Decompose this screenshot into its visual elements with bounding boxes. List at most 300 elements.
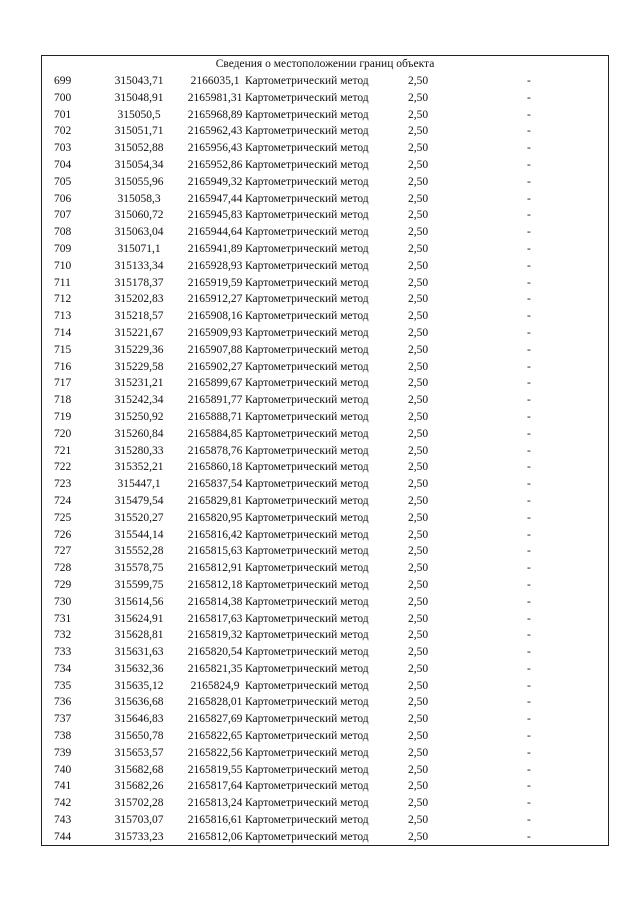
coordinate-x: 315650,78 [114, 730, 164, 743]
determination-method: Картометрический метод [245, 494, 369, 507]
point-description: - [527, 427, 531, 440]
coordinate-y: 2165945,83 [187, 209, 243, 222]
coordinate-x: 315682,68 [114, 763, 164, 776]
accuracy-value: 2,50 [408, 158, 429, 171]
point-number: 726 [54, 528, 72, 541]
table-row [42, 73, 608, 90]
accuracy-value: 2,50 [408, 377, 429, 390]
determination-method: Картометрический метод [245, 91, 369, 104]
coordinate-x: 315733,23 [114, 830, 164, 843]
coordinate-y: 2165822,56 [187, 746, 243, 759]
point-number: 744 [54, 830, 72, 843]
point-number: 728 [54, 562, 72, 575]
accuracy-value: 2,50 [408, 259, 429, 272]
coordinate-x: 315614,56 [114, 595, 164, 608]
determination-method: Картометрический метод [245, 662, 369, 675]
coordinate-x: 315060,72 [114, 209, 164, 222]
boundary-table [41, 55, 609, 846]
point-number: 701 [54, 108, 72, 121]
point-description: - [527, 326, 531, 339]
coordinate-y: 2165902,27 [187, 360, 243, 373]
point-description: - [527, 629, 531, 642]
point-description: - [527, 226, 531, 239]
coordinate-x: 315054,34 [114, 158, 164, 171]
table-title: Сведения о местоположении границ объекта [215, 58, 435, 70]
table-row [42, 325, 608, 342]
coordinate-x: 315682,26 [114, 780, 164, 793]
determination-method: Картометрический метод [245, 326, 369, 339]
determination-method: Картометрический метод [245, 746, 369, 759]
point-description: - [527, 612, 531, 625]
determination-method: Картометрический метод [245, 142, 369, 155]
point-number: 706 [54, 192, 72, 205]
table-row [42, 224, 608, 241]
point-description: - [527, 780, 531, 793]
coordinate-y: 2165816,61 [187, 814, 243, 827]
point-number: 733 [54, 646, 72, 659]
determination-method: Картометрический метод [245, 780, 369, 793]
accuracy-value: 2,50 [408, 175, 429, 188]
coordinate-y: 2165817,64 [187, 780, 243, 793]
coordinate-y: 2165956,43 [187, 142, 243, 155]
point-description: - [527, 175, 531, 188]
point-number: 741 [54, 780, 72, 793]
coordinate-y: 2165952,86 [187, 158, 243, 171]
table-row [42, 661, 608, 678]
point-number: 700 [54, 91, 72, 104]
table-row [42, 493, 608, 510]
coordinate-y: 2165821,35 [187, 662, 243, 675]
point-description: - [527, 494, 531, 507]
point-number: 707 [54, 209, 72, 222]
point-description: - [527, 108, 531, 121]
coordinate-x: 315178,37 [114, 276, 164, 289]
point-description: - [527, 595, 531, 608]
determination-method: Картометрический метод [245, 528, 369, 541]
accuracy-value: 2,50 [408, 394, 429, 407]
point-description: - [527, 192, 531, 205]
coordinate-x: 315043,71 [114, 75, 164, 87]
accuracy-value: 2,50 [408, 696, 429, 709]
determination-method: Картометрический метод [245, 410, 369, 423]
coordinate-x: 315229,36 [114, 343, 164, 356]
determination-method: Картометрический метод [245, 578, 369, 591]
point-description: - [527, 444, 531, 457]
table-row [42, 258, 608, 275]
accuracy-value: 2,50 [408, 360, 429, 373]
point-description: - [527, 91, 531, 104]
coordinate-x: 315632,36 [114, 662, 164, 675]
table-row [42, 174, 608, 191]
determination-method: Картометрический метод [245, 679, 369, 692]
coordinate-x: 315229,58 [114, 360, 164, 373]
point-number: 704 [54, 158, 72, 171]
determination-method: Картометрический метод [245, 730, 369, 743]
point-number: 714 [54, 326, 72, 339]
determination-method: Картометрический метод [245, 646, 369, 659]
coordinate-x: 315250,92 [114, 410, 164, 423]
point-description: - [527, 545, 531, 558]
coordinate-y: 2165837,54 [187, 478, 243, 491]
table-row [42, 678, 608, 695]
coordinate-x: 315218,57 [114, 310, 164, 323]
coordinate-x: 315063,04 [114, 226, 164, 239]
point-number: 711 [54, 276, 71, 289]
point-number: 735 [54, 679, 72, 692]
table-row [42, 711, 608, 728]
table-row [42, 275, 608, 292]
table-body [42, 73, 608, 846]
point-number: 722 [54, 461, 72, 474]
table-row [42, 694, 608, 711]
table-row [42, 207, 608, 224]
accuracy-value: 2,50 [408, 780, 429, 793]
point-description: - [527, 830, 531, 843]
accuracy-value: 2,50 [408, 511, 429, 524]
coordinate-x: 315544,14 [114, 528, 164, 541]
coordinate-x: 315055,96 [114, 175, 164, 188]
point-description: - [527, 730, 531, 743]
coordinate-y: 2165909,93 [187, 326, 243, 339]
accuracy-value: 2,50 [408, 814, 429, 827]
point-description: - [527, 662, 531, 675]
coordinate-x: 315280,33 [114, 444, 164, 457]
point-description: - [527, 797, 531, 810]
point-description: - [527, 763, 531, 776]
point-description: - [527, 259, 531, 272]
point-description: - [527, 461, 531, 474]
point-number: 702 [54, 125, 72, 138]
table-row [42, 123, 608, 140]
point-number: 708 [54, 226, 72, 239]
determination-method: Картометрический метод [245, 242, 369, 255]
accuracy-value: 2,50 [408, 545, 429, 558]
point-number: 713 [54, 310, 72, 323]
point-number: 731 [54, 612, 72, 625]
determination-method: Картометрический метод [245, 75, 369, 87]
coordinate-y: 2165944,64 [187, 226, 243, 239]
coordinate-x: 315635,12 [114, 679, 164, 692]
determination-method: Картометрический метод [245, 192, 369, 205]
table-row [42, 728, 608, 745]
coordinate-y: 2165907,88 [187, 343, 243, 356]
coordinate-y: 2165962,43 [187, 125, 243, 138]
point-description: - [527, 276, 531, 289]
determination-method: Картометрический метод [245, 427, 369, 440]
coordinate-y: 2165816,42 [187, 528, 243, 541]
determination-method: Картометрический метод [245, 293, 369, 306]
table-row [42, 543, 608, 560]
point-description: - [527, 343, 531, 356]
accuracy-value: 2,50 [408, 595, 429, 608]
point-number: 699 [54, 75, 72, 87]
point-number: 709 [54, 242, 72, 255]
point-description: - [527, 125, 531, 138]
table-row [42, 90, 608, 107]
point-number: 721 [54, 444, 72, 457]
point-number: 720 [54, 427, 72, 440]
coordinate-y: 2165817,63 [187, 612, 243, 625]
accuracy-value: 2,50 [408, 75, 429, 87]
accuracy-value: 2,50 [408, 578, 429, 591]
table-row [42, 392, 608, 409]
point-number: 736 [54, 696, 72, 709]
accuracy-value: 2,50 [408, 326, 429, 339]
coordinate-y: 2165820,54 [187, 646, 243, 659]
coordinate-y: 2165912,27 [187, 293, 243, 306]
point-description: - [527, 242, 531, 255]
point-description: - [527, 511, 531, 524]
point-number: 718 [54, 394, 72, 407]
point-number: 723 [54, 478, 72, 491]
coordinate-y: 2165812,06 [187, 830, 243, 843]
table-row [42, 745, 608, 762]
coordinate-y: 2165822,65 [187, 730, 243, 743]
accuracy-value: 2,50 [408, 343, 429, 356]
accuracy-value: 2,50 [408, 612, 429, 625]
determination-method: Картометрический метод [245, 814, 369, 827]
coordinate-y: 2165828,01 [187, 696, 243, 709]
point-number: 725 [54, 511, 72, 524]
coordinate-x: 315578,75 [114, 562, 164, 575]
coordinate-y: 2165884,85 [187, 427, 243, 440]
point-description: - [527, 746, 531, 759]
coordinate-y: 2165878,76 [187, 444, 243, 457]
accuracy-value: 2,50 [408, 494, 429, 507]
coordinate-x: 315051,71 [114, 125, 164, 138]
coordinate-y: 2165919,59 [187, 276, 243, 289]
determination-method: Картометрический метод [245, 360, 369, 373]
coordinate-y: 2165812,18 [187, 578, 243, 591]
determination-method: Картометрический метод [245, 797, 369, 810]
point-description: - [527, 646, 531, 659]
accuracy-value: 2,50 [408, 125, 429, 138]
coordinate-x: 315071,1 [117, 242, 161, 255]
accuracy-value: 2,50 [408, 444, 429, 457]
accuracy-value: 2,50 [408, 629, 429, 642]
coordinate-x: 315058,3 [117, 192, 161, 205]
determination-method: Картометрический метод [245, 511, 369, 524]
determination-method: Картометрический метод [245, 108, 369, 121]
determination-method: Картометрический метод [245, 226, 369, 239]
point-description: - [527, 562, 531, 575]
coordinate-y: 2165947,44 [187, 192, 243, 205]
table-row [42, 812, 608, 829]
coordinate-x: 315231,21 [114, 377, 164, 390]
point-description: - [527, 209, 531, 222]
coordinate-y: 2165899,67 [187, 377, 243, 390]
accuracy-value: 2,50 [408, 209, 429, 222]
accuracy-value: 2,50 [408, 242, 429, 255]
accuracy-value: 2,50 [408, 797, 429, 810]
table-row [42, 594, 608, 611]
coordinate-x: 315479,54 [114, 494, 164, 507]
accuracy-value: 2,50 [408, 427, 429, 440]
determination-method: Картометрический метод [245, 377, 369, 390]
table-row [42, 241, 608, 258]
point-description: - [527, 713, 531, 726]
table-row [42, 409, 608, 426]
table-row [42, 762, 608, 779]
coordinate-y: 2165949,32 [187, 175, 243, 188]
determination-method: Картометрический метод [245, 478, 369, 491]
determination-method: Картометрический метод [245, 444, 369, 457]
coordinate-y: 2165812,91 [187, 562, 243, 575]
coordinate-y: 2165819,32 [187, 629, 243, 642]
table-row [42, 778, 608, 795]
coordinate-y: 2165891,77 [187, 394, 243, 407]
point-description: - [527, 142, 531, 155]
point-description: - [527, 158, 531, 171]
table-row [42, 829, 608, 846]
table-row [42, 476, 608, 493]
point-number: 727 [54, 545, 72, 558]
coordinate-y: 2165813,24 [187, 797, 243, 810]
determination-method: Картометрический метод [245, 276, 369, 289]
coordinate-y: 2165908,16 [187, 310, 243, 323]
determination-method: Картометрический метод [245, 830, 369, 843]
accuracy-value: 2,50 [408, 461, 429, 474]
determination-method: Картометрический метод [245, 629, 369, 642]
point-description: - [527, 394, 531, 407]
table-row [42, 627, 608, 644]
point-description: - [527, 578, 531, 591]
coordinate-x: 315050,5 [117, 108, 161, 121]
table-row [42, 510, 608, 527]
point-number: 739 [54, 746, 72, 759]
coordinate-y: 2165819,55 [187, 763, 243, 776]
coordinate-x: 315052,88 [114, 142, 164, 155]
point-number: 724 [54, 494, 72, 507]
accuracy-value: 2,50 [408, 662, 429, 675]
determination-method: Картометрический метод [245, 175, 369, 188]
coordinate-x: 315352,21 [114, 461, 164, 474]
point-number: 732 [54, 629, 72, 642]
point-description: - [527, 814, 531, 827]
determination-method: Картометрический метод [245, 545, 369, 558]
coordinate-y: 2165860,18 [187, 461, 243, 474]
determination-method: Картометрический метод [245, 125, 369, 138]
table-row [42, 191, 608, 208]
point-number: 740 [54, 763, 72, 776]
coordinate-y: 2165815,63 [187, 545, 243, 558]
coordinate-y: 2165928,93 [187, 259, 243, 272]
determination-method: Картометрический метод [245, 696, 369, 709]
point-number: 703 [54, 142, 72, 155]
point-number: 719 [54, 410, 72, 423]
coordinate-x: 315552,28 [114, 545, 164, 558]
coordinate-y: 2165941,89 [187, 242, 243, 255]
point-number: 710 [54, 259, 72, 272]
table-row [42, 140, 608, 157]
coordinate-y: 2165888,71 [187, 410, 243, 423]
determination-method: Картометрический метод [245, 562, 369, 575]
point-description: - [527, 360, 531, 373]
point-description: - [527, 696, 531, 709]
accuracy-value: 2,50 [408, 108, 429, 121]
determination-method: Картометрический метод [245, 209, 369, 222]
accuracy-value: 2,50 [408, 830, 429, 843]
coordinate-x: 315653,57 [114, 746, 164, 759]
table-row [42, 560, 608, 577]
determination-method: Картометрический метод [245, 343, 369, 356]
determination-method: Картометрический метод [245, 595, 369, 608]
coordinate-x: 315520,27 [114, 511, 164, 524]
table-row [42, 577, 608, 594]
accuracy-value: 2,50 [408, 646, 429, 659]
accuracy-value: 2,50 [408, 528, 429, 541]
coordinate-x: 315599,75 [114, 578, 164, 591]
coordinate-y: 2165829,81 [187, 494, 243, 507]
point-number: 738 [54, 730, 72, 743]
accuracy-value: 2,50 [408, 276, 429, 289]
coordinate-y: 2165981,31 [187, 91, 243, 104]
point-number: 730 [54, 595, 72, 608]
determination-method: Картометрический метод [245, 259, 369, 272]
point-number: 742 [54, 797, 72, 810]
accuracy-value: 2,50 [408, 679, 429, 692]
coordinate-x: 315133,34 [114, 259, 164, 272]
coordinate-x: 315631,63 [114, 646, 164, 659]
point-number: 734 [54, 662, 72, 675]
table-row [42, 107, 608, 124]
determination-method: Картометрический метод [245, 763, 369, 776]
point-description: - [527, 528, 531, 541]
accuracy-value: 2,50 [408, 192, 429, 205]
point-description: - [527, 679, 531, 692]
table-row [42, 527, 608, 544]
coordinate-x: 315636,68 [114, 696, 164, 709]
point-number: 715 [54, 343, 72, 356]
table-row [42, 308, 608, 325]
determination-method: Картометрический метод [245, 461, 369, 474]
table-row [42, 644, 608, 661]
coordinate-y: 2166035,1 [190, 75, 240, 87]
point-description: - [527, 478, 531, 491]
coordinate-x: 315703,07 [114, 814, 164, 827]
point-description: - [527, 293, 531, 306]
accuracy-value: 2,50 [408, 91, 429, 104]
table-row [42, 443, 608, 460]
coordinate-x: 315221,67 [114, 326, 164, 339]
coordinate-x: 315202,83 [114, 293, 164, 306]
table-row [42, 359, 608, 376]
point-description: - [527, 75, 531, 87]
coordinate-x: 315702,28 [114, 797, 164, 810]
point-number: 712 [54, 293, 72, 306]
coordinate-y: 2165827,69 [187, 713, 243, 726]
coordinate-x: 315624,91 [114, 612, 164, 625]
table-row [42, 157, 608, 174]
table-row [42, 426, 608, 443]
accuracy-value: 2,50 [408, 763, 429, 776]
point-number: 705 [54, 175, 72, 188]
coordinate-x: 315628,81 [114, 629, 164, 642]
point-number: 737 [54, 713, 72, 726]
coordinate-y: 2165968,89 [187, 108, 243, 121]
table-row [42, 342, 608, 359]
point-description: - [527, 377, 531, 390]
accuracy-value: 2,50 [408, 293, 429, 306]
determination-method: Картометрический метод [245, 612, 369, 625]
point-description: - [527, 310, 531, 323]
point-number: 743 [54, 814, 72, 827]
table-row [42, 795, 608, 812]
accuracy-value: 2,50 [408, 562, 429, 575]
determination-method: Картометрический метод [245, 310, 369, 323]
coordinate-x: 315242,34 [114, 394, 164, 407]
coordinate-x: 315048,91 [114, 91, 164, 104]
